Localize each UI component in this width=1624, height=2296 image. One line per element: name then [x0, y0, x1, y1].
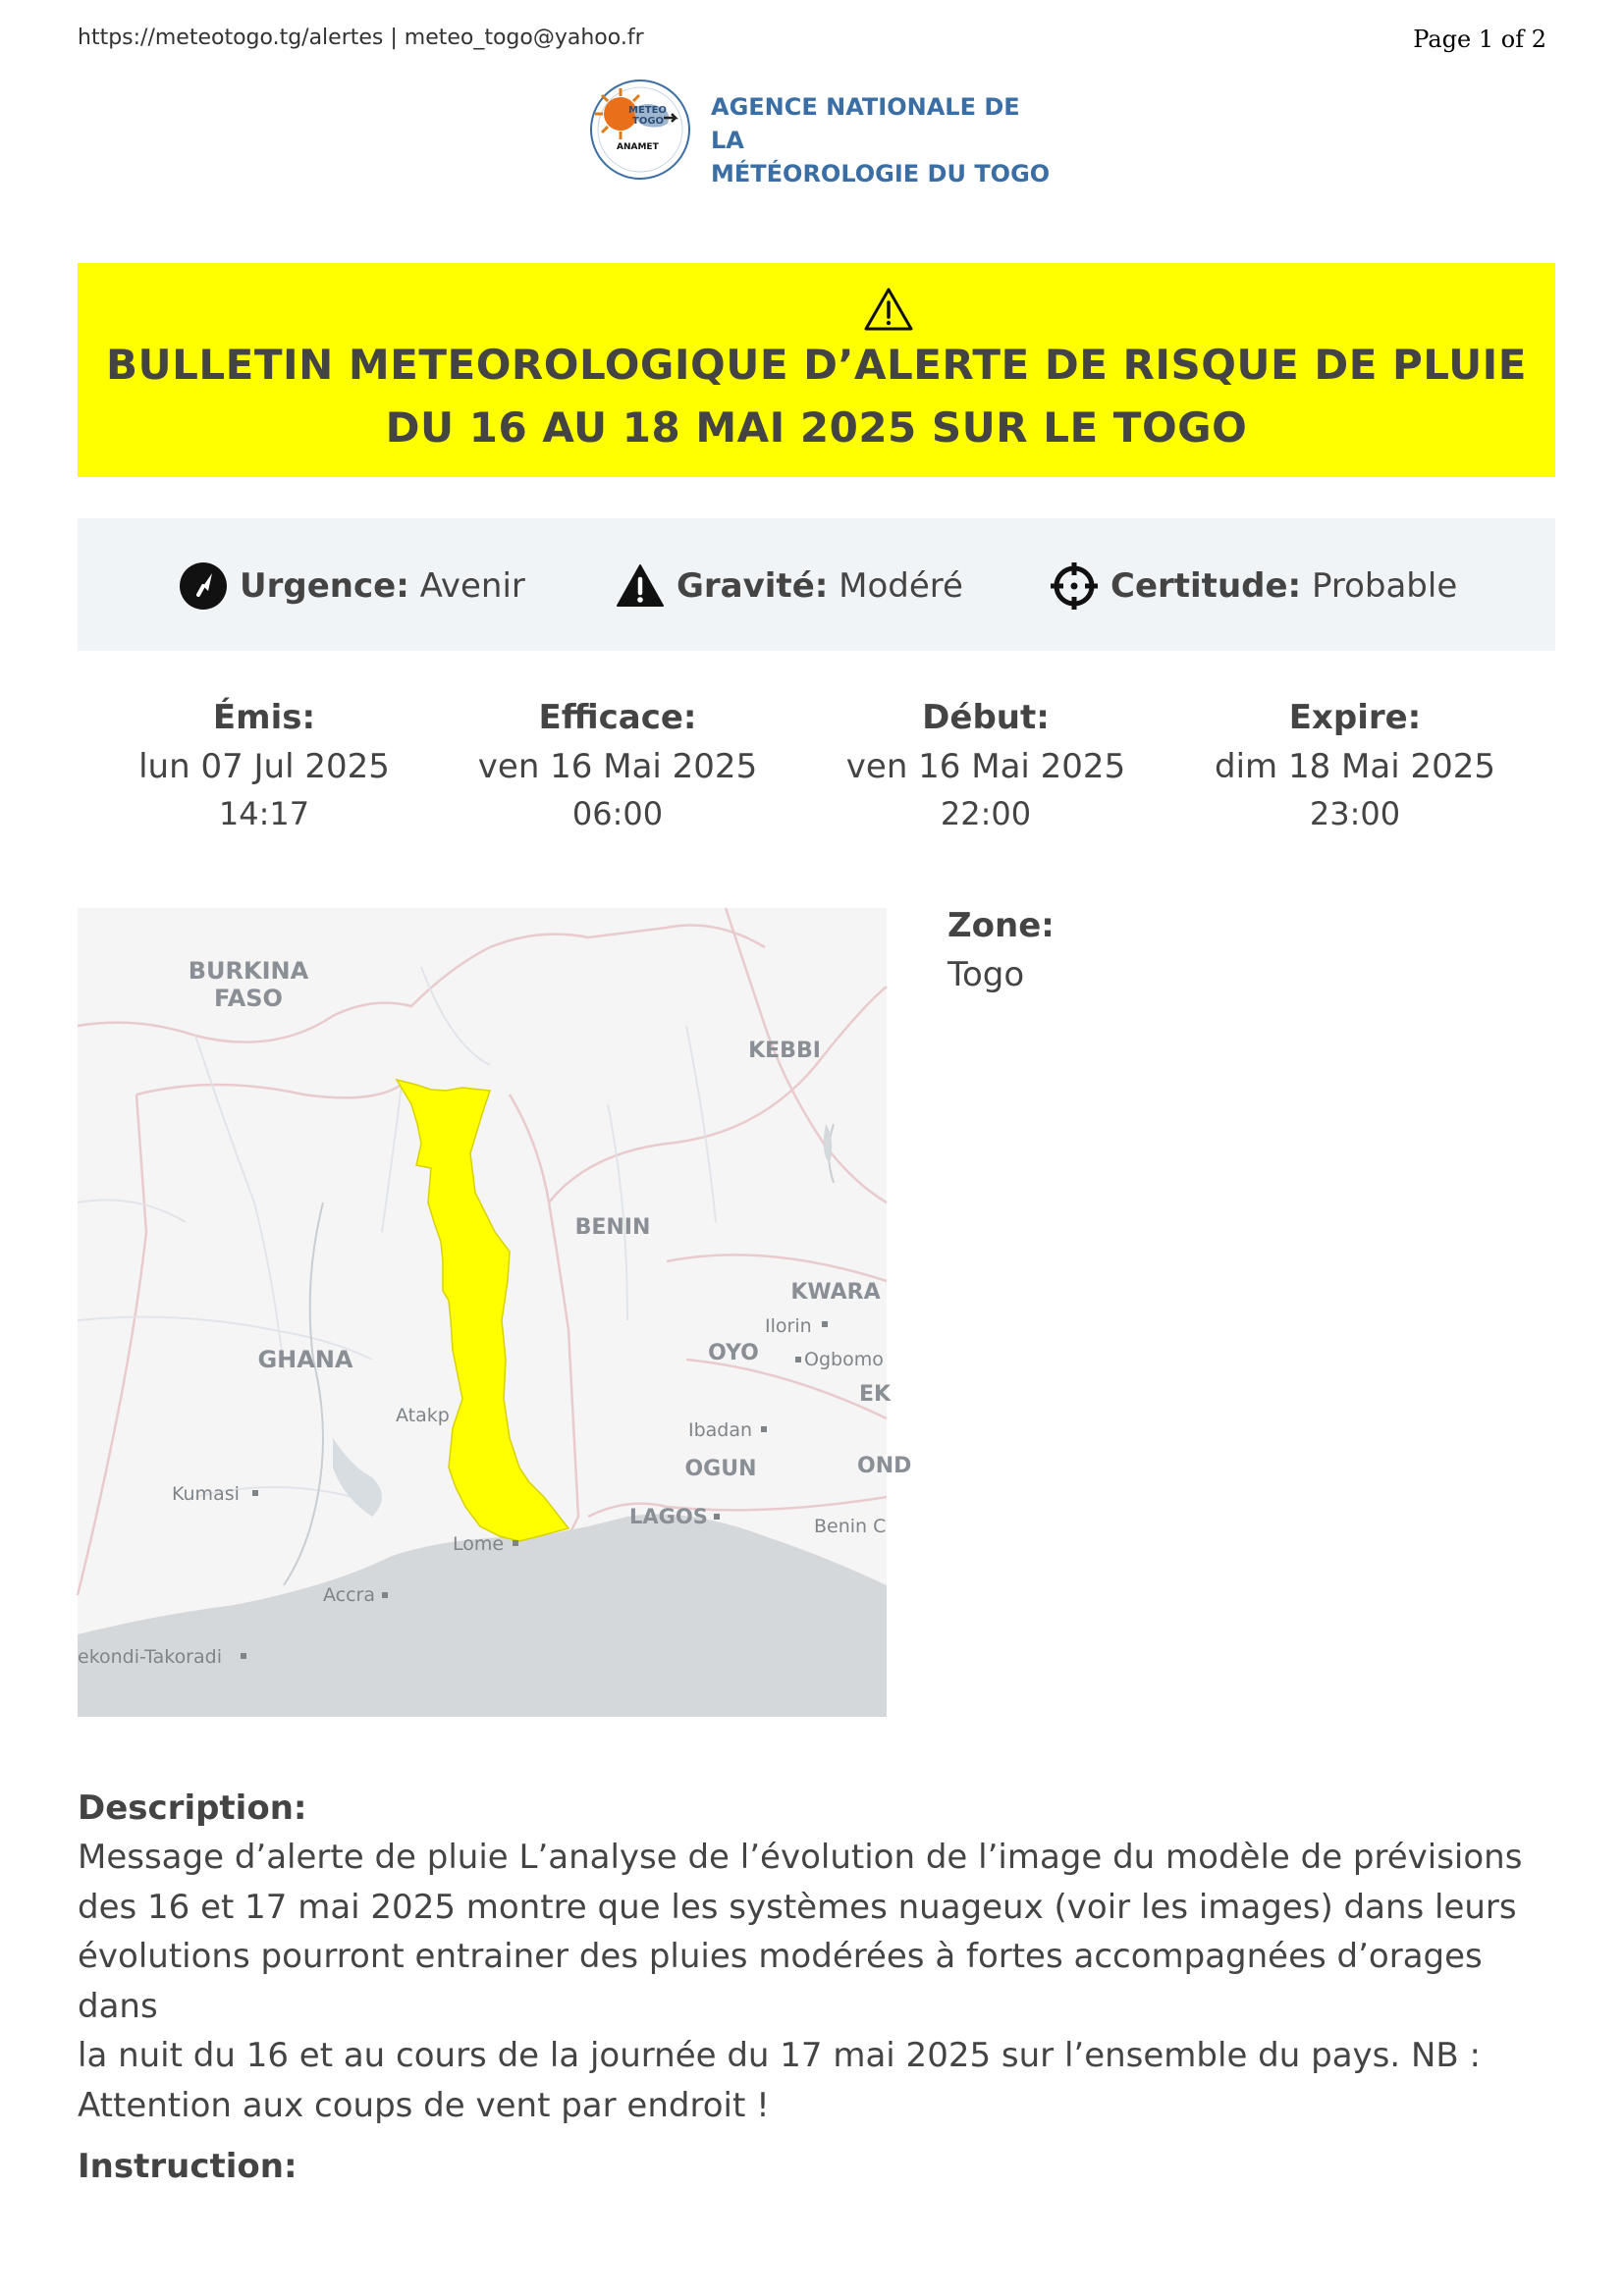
map-canvas	[78, 908, 912, 1717]
header-url-contact: https://meteotogo.tg/alertes | meteo_togo@yahoo.fr	[78, 26, 644, 50]
description-line: évolutions pourront entrainer des pluies modérées à fortes accompagnées d’orages dans	[78, 1937, 1483, 2026]
date-label: Émis:	[212, 698, 316, 737]
zone-label: Zone:	[947, 906, 1055, 945]
date-efficace	[470, 693, 765, 836]
page-indicator: Page 1 of 2	[1413, 26, 1546, 53]
logo-line-2: MÉTÉOROLOGIE DU TOGO	[711, 160, 1051, 187]
map-label-burkina: BURKINA	[188, 957, 309, 985]
map-label-kwara: KWARA	[790, 1280, 881, 1305]
date-debut	[839, 693, 1133, 836]
map-label-ghana: GHANA	[257, 1346, 353, 1373]
map-label-ogun: OGUN	[684, 1457, 757, 1481]
bulletin-title-line-2: DU 16 AU 18 MAI 2025 SUR LE TOGO	[385, 403, 1248, 452]
date-expire	[1208, 693, 1502, 836]
date-day: ven 16 Mai 2025	[845, 747, 1126, 786]
zone-block	[947, 901, 1055, 999]
logo-badge-mid: TOGO	[632, 116, 665, 127]
certainty-value: Probable	[1311, 566, 1458, 606]
map-city-kumasi: Kumasi	[172, 1483, 240, 1505]
certainty-label: Certitude:	[1110, 566, 1302, 606]
alert-zone-map	[78, 908, 912, 1717]
crosshairs-icon	[1050, 561, 1099, 611]
date-label: Expire:	[1288, 698, 1422, 737]
anamet-logo-icon	[589, 79, 691, 181]
map-label-kebbi: KEBBI	[748, 1039, 821, 1063]
date-emis	[117, 693, 411, 836]
date-label: Début:	[922, 698, 1050, 737]
date-time: 06:00	[571, 795, 664, 832]
date-time: 14:17	[218, 795, 310, 832]
bulletin-title-line-1: BULLETIN METEOROLOGIQUE D’ALERTE DE RISQUE DE PLUIE	[106, 341, 1527, 389]
clock-urgency-icon	[179, 561, 228, 611]
map-city-dot	[795, 1357, 801, 1362]
description-block	[78, 1784, 1560, 2130]
alert-attributes-bar	[78, 518, 1555, 651]
logo-badge-top: METEO	[628, 105, 667, 116]
date-time: 22:00	[940, 795, 1032, 832]
date-label: Efficace:	[538, 698, 697, 737]
severity-value: Modéré	[839, 566, 963, 606]
map-city-atakp: Atakp	[396, 1405, 450, 1426]
map-city-dot	[761, 1426, 767, 1432]
urgency-value: Avenir	[419, 566, 525, 606]
date-time: 23:00	[1309, 795, 1401, 832]
map-city-accra: Accra	[323, 1584, 376, 1606]
logo-line-1: AGENCE NATIONALE DE LA	[711, 93, 1020, 154]
description-text	[78, 1833, 1560, 2130]
map-city-ibadan: Ibadan	[688, 1419, 753, 1441]
alert-banner	[78, 263, 1555, 477]
date-day: lun 07 Jul 2025	[138, 747, 390, 786]
date-day: ven 16 Mai 2025	[477, 747, 758, 786]
description-line: Message d’alerte de pluie L’analyse de l’évolution de l’image du modèle de prévisions	[78, 1838, 1523, 1877]
description-line: des 16 et 17 mai 2025 montre que les systèmes nuageux (voir les images) dans leurs	[78, 1887, 1517, 1927]
instruction-label: Instruction:	[78, 2147, 298, 2186]
map-city-lome: Lome	[453, 1533, 505, 1555]
description-label: Description:	[78, 1789, 307, 1828]
map-city-dot	[513, 1540, 518, 1546]
map-city-dot	[252, 1490, 258, 1496]
bulletin-title	[78, 334, 1555, 459]
description-line: la nuit du 16 et au cours de la journée du 17 mai 2025 sur l’ensemble du pays. NB :	[78, 2036, 1481, 2075]
map-label-ond: OND	[857, 1454, 912, 1478]
map-city-dot	[382, 1592, 388, 1598]
map-city-takoradi: ekondi-Takoradi	[78, 1646, 222, 1668]
map-city-ilorin: Ilorin	[765, 1315, 812, 1337]
urgency-label: Urgence:	[240, 566, 409, 606]
map-city-lagos: LAGOS	[629, 1505, 708, 1528]
agency-logo	[589, 77, 1060, 185]
map-city-benin-city: Benin C	[814, 1516, 887, 1537]
warning-icon	[863, 287, 914, 332]
map-city-ogbomo: Ogbomo	[804, 1349, 884, 1370]
description-line: Attention aux coups de vent par endroit !	[78, 2085, 770, 2125]
map-label-faso: FASO	[214, 985, 283, 1012]
map-label-oyo: OYO	[708, 1341, 759, 1365]
severity-label: Gravité:	[677, 566, 829, 606]
exclamation-triangle-icon	[616, 561, 665, 611]
logo-badge-bottom: ANAMET	[617, 142, 659, 152]
map-label-ek: EK	[859, 1382, 892, 1407]
map-city-dot	[241, 1653, 246, 1659]
map-city-dot	[714, 1514, 720, 1520]
map-label-benin: BENIN	[574, 1215, 651, 1240]
date-day: dim 18 Mai 2025	[1215, 747, 1495, 786]
map-city-dot	[822, 1321, 828, 1327]
zone-value: Togo	[947, 955, 1025, 994]
